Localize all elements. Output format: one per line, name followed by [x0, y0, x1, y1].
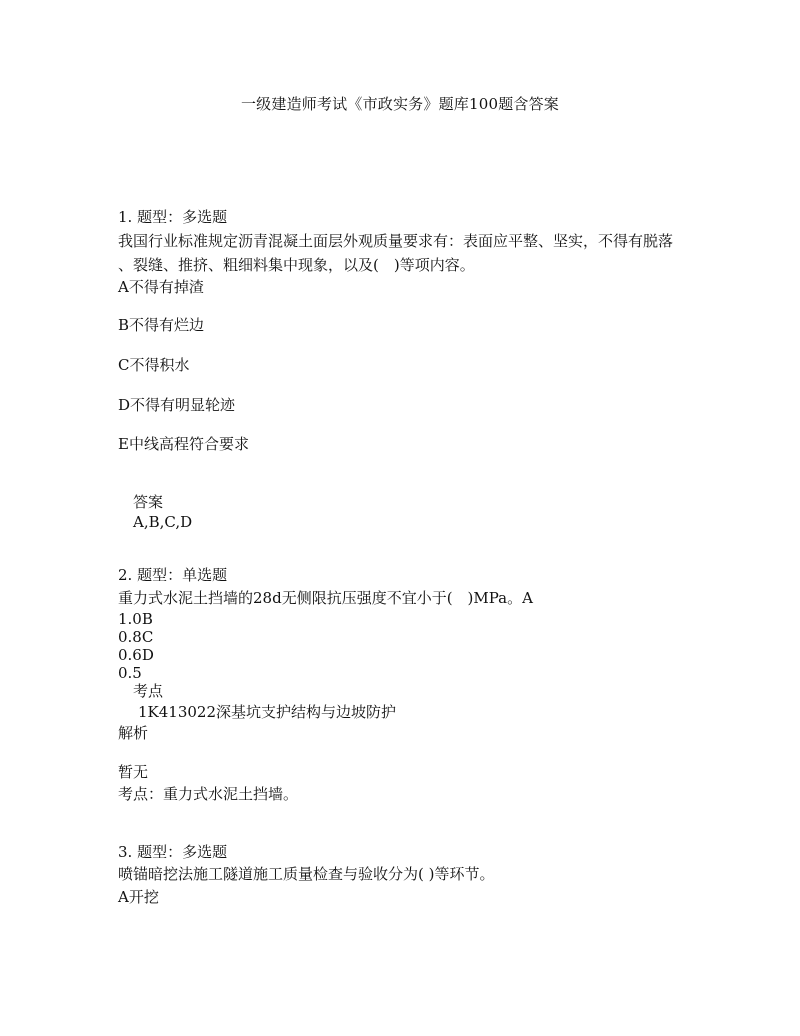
- q1-option-b: B不得有烂边: [118, 316, 205, 334]
- q1-answer-value: A,B,C,D: [133, 513, 193, 531]
- q2-kaodian-line: 考点：重力式水泥土挡墙。: [118, 785, 299, 803]
- q3-header: 3. 题型：多选题: [118, 843, 228, 861]
- q1-answer-label: 答案: [133, 493, 164, 511]
- q2-kaodian-label: 考点: [133, 682, 164, 700]
- q2-option-3: 0.6D: [118, 646, 154, 664]
- q1-option-e: E中线高程符合要求: [118, 435, 249, 453]
- q2-kaodian-value: 1K413022深基坑支护结构与边坡防护: [138, 703, 397, 721]
- q1-option-d: D不得有明显轮迹: [118, 396, 236, 414]
- q2-header: 2. 题型：单选题: [118, 566, 228, 584]
- q1-header: 1. 题型：多选题: [118, 208, 228, 226]
- q2-jiexi-value: 暂无: [118, 763, 149, 781]
- q1-stem-line1: 我国行业标准规定沥青混凝土面层外观质量要求有：表面应平整、坚实，不得有脱落: [118, 232, 674, 250]
- q2-option-1: 1.0B: [118, 610, 153, 628]
- q2-stem: 重力式水泥土挡墙的28d无侧限抗压强度不宜小于( )MPa。A: [118, 589, 533, 607]
- q2-option-2: 0.8C: [118, 628, 154, 646]
- q2-jiexi-label: 解析: [118, 724, 149, 742]
- q1-option-a: A不得有掉渣: [118, 278, 204, 296]
- q3-stem: 喷锚暗挖法施工隧道施工质量检查与验收分为( )等环节。: [118, 865, 495, 883]
- q3-option-a: A开挖: [118, 888, 159, 906]
- q2-option-4: 0.5: [118, 664, 142, 682]
- q1-option-c: C不得积水: [118, 356, 190, 374]
- document-title: 一级建造师考试《市政实务》题库100题含答案: [240, 95, 560, 113]
- q1-stem-line2: 、裂缝、推挤、粗细料集中现象，以及( )等项内容。: [118, 256, 475, 274]
